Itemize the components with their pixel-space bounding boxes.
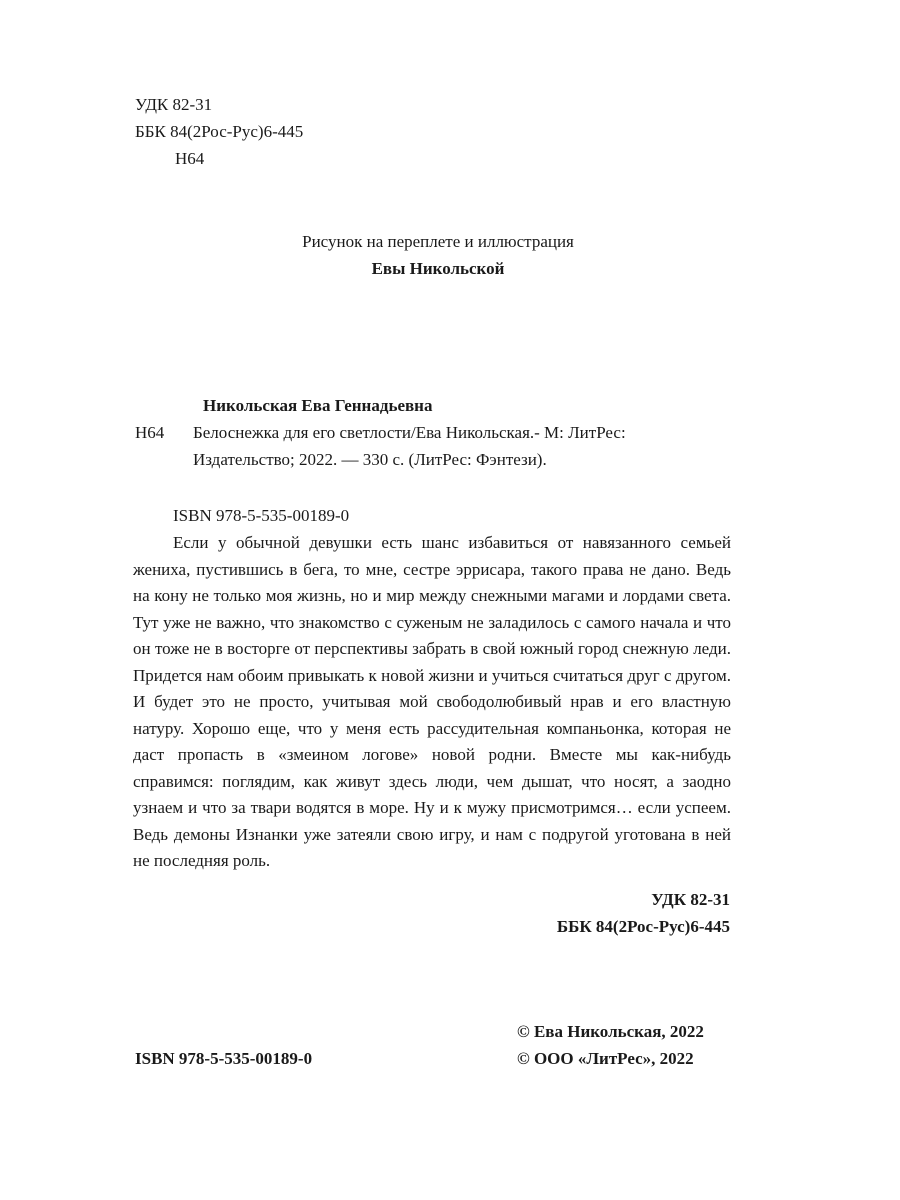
author-mark: Н64: [175, 149, 205, 168]
illustration-credit-line1: Рисунок на переплете и иллюстрация: [302, 232, 574, 251]
bbk-bold: ББК 84(2Рос-Рус)6-445: [556, 917, 730, 936]
book-abstract: Если у обычной девушки есть шанс избавиться от навязанного семьей жениха, пустившись в бега, то мне, сестре эррисара, такого права не дано. Ведь на кону не только моя жизнь, но и мир между снежными магами и лордами света. Тут уже не важно, что знакомство с суженым не заладилось с самого начала и что он тоже не в восторге от перспективы забрать в свой южный город снежную леди. Придется нам обоим привыкать к новой жизни и учиться считаться друг с другом. И будет это не просто, учитывая мой свободолюбивый нрав и его властную натуру. Хорошо еще, что у меня есть рассудительная компаньонка, которая не даст пропасть в «змеином логове» новой родни. Вместе мы как-нибудь справимся: поглядим, как живут здесь люди, чем дышат, что носят, а заодно узнаем и что за твари водятся в море. Ну и к мужу присмотримся… если успеем. Ведь демоны Изнанки уже затеяли свою игру, и нам с подругой уготована в ней не последняя роль.: [133, 533, 731, 870]
udk-bold: УДК 82-31: [651, 890, 730, 909]
copyright-author: © Ева Никольская, 2022: [517, 1022, 704, 1041]
catalog-isbn: ISBN 978-5-535-00189-0: [173, 506, 350, 525]
catalog-publisher-line: Издательство; 2022. — 330 с. (ЛитРес: Фэнтези).: [193, 450, 547, 469]
udk-code: УДК 82-31: [135, 95, 213, 114]
catalog-title-line: Белоснежка для его светлости/Ева Никольская.- М: ЛитРес:: [193, 423, 626, 442]
copyright-publisher: © ООО «ЛитРес», 2022: [517, 1049, 694, 1068]
catalog-author: Никольская Ева Геннадьевна: [203, 396, 433, 415]
bbk-code: ББК 84(2Рос-Рус)6-445: [135, 122, 304, 141]
footer-isbn: ISBN 978-5-535-00189-0: [135, 1049, 313, 1068]
illustration-credit-line2: Евы Никольской: [371, 259, 505, 278]
catalog-mark: Н64: [135, 423, 165, 442]
